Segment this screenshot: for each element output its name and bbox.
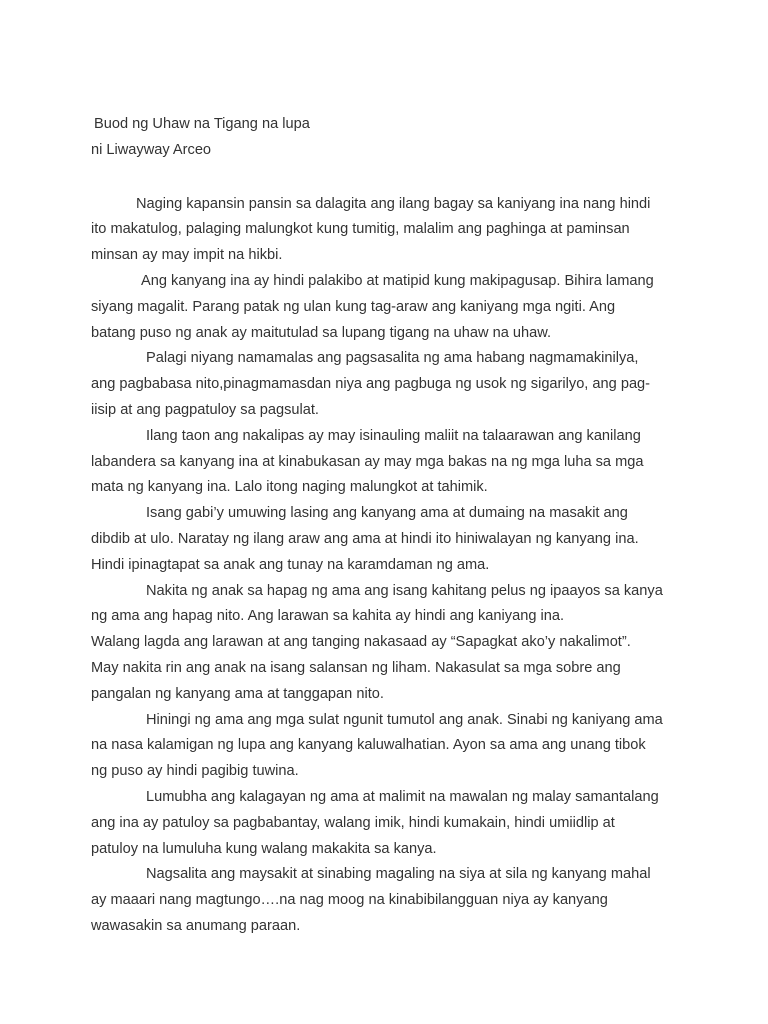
text-line: pangalan ng kanyang ama at tanggapan nito.	[91, 685, 384, 702]
text-line: dibdib at ulo. Naratay ng ilang araw ang ama at hindi ito hiniwalayan ng kanyang ina.	[91, 530, 639, 547]
text-line: Ang kanyang ina ay hindi palakibo at matipid kung makipagusap. Bihira lamang	[141, 272, 654, 289]
paragraph-7	[91, 630, 681, 707]
paragraph-8	[91, 708, 681, 785]
text-line: Hiningi ng ama ang mga sulat ngunit tumutol ang anak. Sinabi ng kaniyang ama	[146, 711, 663, 728]
text-line: patuloy na lumuluha kung walang makakita sa kanya.	[91, 840, 437, 857]
text-line: Palagi niyang namamalas ang pagsasalita ng ama habang nagmamakinilya,	[146, 350, 639, 367]
paragraph-2	[91, 269, 681, 346]
text-line: iisip at ang pagpatuloy sa pagsulat.	[91, 401, 319, 418]
text-line: ng ama ang hapag nito. Ang larawan sa kahita ay hindi ang kaniyang ina.	[91, 608, 565, 625]
text-line: May nakita rin ang anak na isang salansan ng liham. Nakasulat sa mga sobre ang	[91, 659, 621, 676]
text-line: batang puso ng anak ay maitutulad sa lupang tigang na uhaw na uhaw.	[91, 324, 552, 341]
text-line: minsan ay may impit na hikbi.	[91, 247, 283, 264]
paragraph-9	[91, 785, 681, 862]
paragraph-4	[91, 424, 681, 501]
document-title: Buod ng Uhaw na Tigang na lupa	[94, 116, 310, 132]
text-line: ito makatulog, palaging malungkot kung tumitig, malalim ang paghinga at paminsan	[91, 221, 630, 238]
document-page	[91, 112, 681, 940]
text-line: Nakita ng anak sa hapag ng ama ang isang kahitang pelus ng ipaayos sa kanya	[146, 582, 663, 599]
text-line: wawasakin sa anumang paraan.	[91, 917, 301, 934]
paragraph-3	[91, 346, 681, 423]
author-line: ni Liwayway Arceo	[91, 141, 212, 158]
text-line: Lumubha ang kalagayan ng ama at malimit na mawalan ng malay samantalang	[146, 788, 659, 805]
text-line: Isang gabi’y umuwing lasing ang kanyang ama at dumaing na masakit ang	[146, 505, 628, 522]
paragraph-10	[91, 862, 681, 939]
text-line: Nagsalita ang maysakit at sinabing magaling na siya at sila ng kanyang mahal	[146, 866, 651, 883]
text-line: ay maaari nang magtungo….na nag moog na kinabibilangguan niya ay kanyang	[91, 892, 608, 909]
text-line: Ilang taon ang nakalipas ay may isinauling maliit na talaarawan ang kanilang	[146, 427, 641, 444]
text-line: labandera sa kanyang ina at kinabukasan ay may mga bakas na ng mga luha sa mga	[91, 453, 644, 470]
title-spacer	[91, 164, 681, 192]
text-line: ang pagbabasa nito,pinagmamasdan niya ang pagbuga ng usok ng sigarilyo, ang pag-	[91, 376, 651, 393]
text-line: Walang lagda ang larawan at ang tanging nakasaad ay “Sapagkat ako’y nakalimot”.	[91, 634, 631, 651]
text-line: Hindi ipinagtapat sa anak ang tunay na karamdaman ng ama.	[91, 556, 490, 573]
text-line: ang ina ay patuloy sa pagbabantay, walang imik, hindi kumakain, hindi umiidlip at	[91, 814, 615, 831]
paragraph-5	[91, 501, 681, 578]
paragraph-1	[91, 192, 681, 269]
text-line: Naging kapansin pansin sa dalagita ang ilang bagay sa kaniyang ina nang hindi	[136, 195, 651, 212]
text-line: siyang magalit. Parang patak ng ulan kung tag-araw ang kaniyang mga ngiti. Ang	[91, 298, 616, 315]
text-line: na nasa kalamigan ng lupa ang kanyang kaluwalhatian. Ayon sa ama ang unang tibok	[91, 737, 646, 754]
text-line: ng puso ay hindi pagibig tuwina.	[91, 763, 299, 780]
text-line: mata ng kanyang ina. Lalo itong naging malungkot at tahimik.	[91, 479, 488, 496]
paragraph-6	[91, 579, 681, 631]
